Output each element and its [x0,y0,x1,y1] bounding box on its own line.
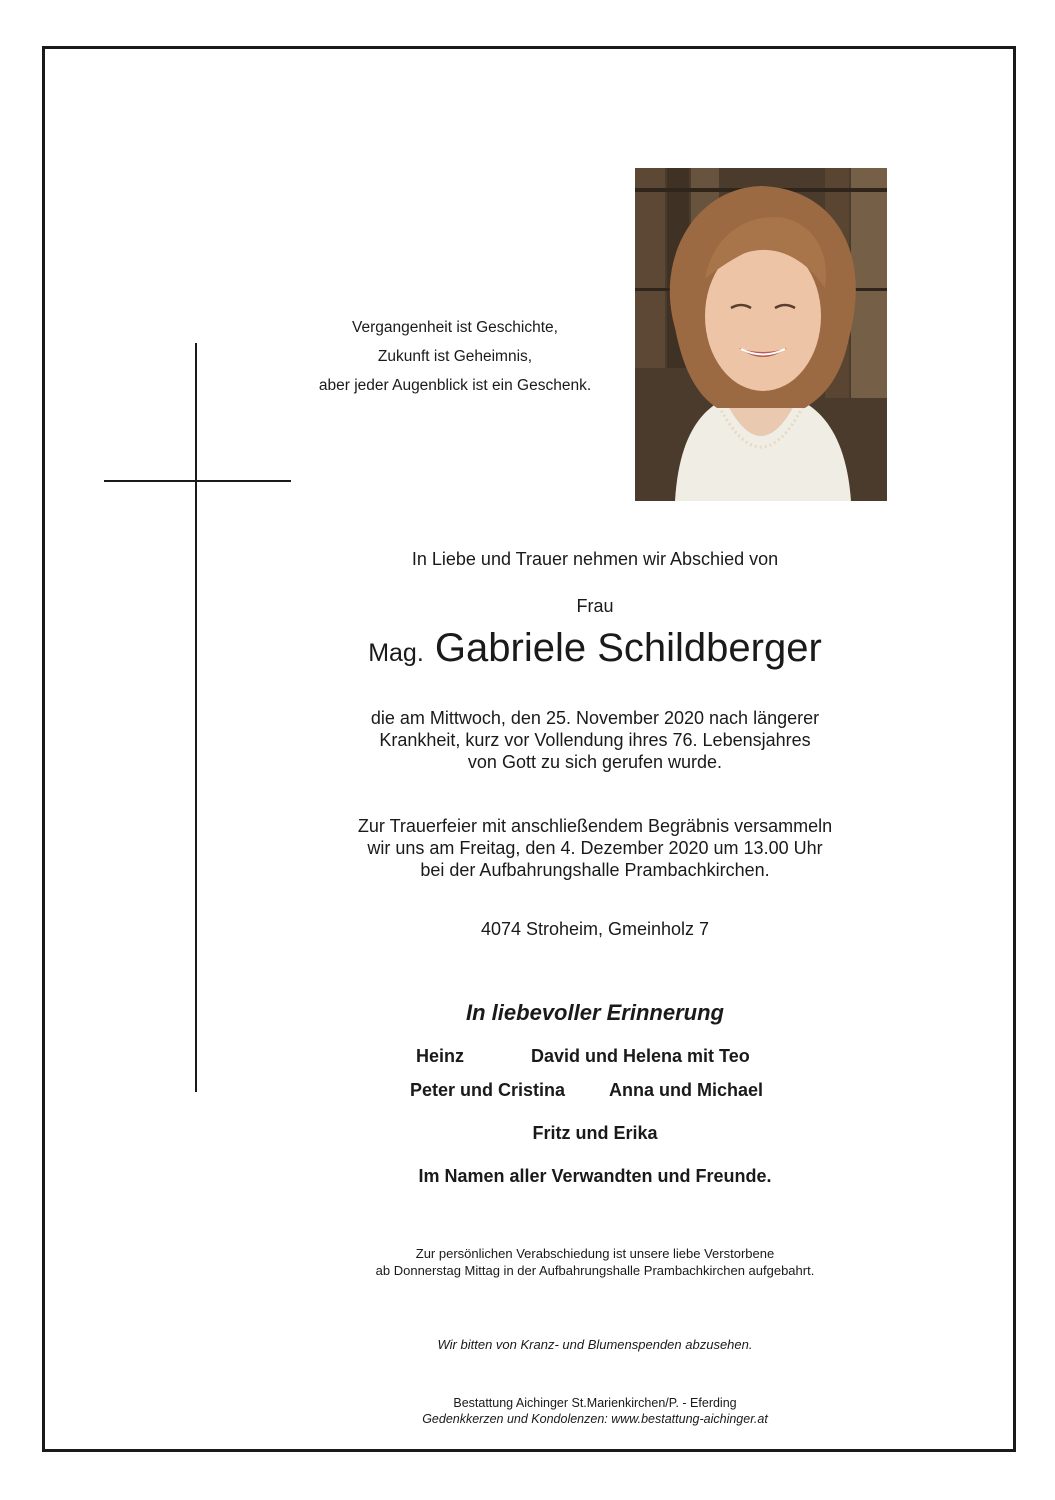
salutation: Frau [576,596,614,616]
funeral-line: wir uns am Freitag, den 4. Dezember 2020 um 13.00 Uhr [367,838,823,858]
cross-vertical-bar [195,343,197,1092]
funeral-details [300,815,890,881]
funeral-line: bei der Aufbahrungshalle Prambachkirchen. [420,860,770,880]
memory-heading: In liebevoller Erinnerung [466,1000,724,1025]
mourner-name: Anna und Michael [609,1080,764,1100]
undertaker-info [300,1395,890,1427]
quote-line: Zukunft ist Geheimnis, [377,348,533,365]
mourner-name: Peter und Cristina [410,1080,566,1100]
cross-horizontal-bar [104,480,291,482]
quote-line: Vergangenheit ist Geschichte, [352,319,558,336]
quote-line: aber jeder Augenblick ist ein Geschenk. [318,377,592,394]
passing-text [300,707,890,773]
closing-line: Im Namen aller Verwandten und Freunde. [418,1166,772,1186]
deceased-name-line [300,622,890,679]
family-address: 4074 Stroheim, Gmeinholz 7 [480,919,710,939]
farewell-intro: In Liebe und Trauer nehmen wir Abschied von [411,549,779,569]
academic-title: Mag. [368,639,424,667]
viewing-line: Zur persönlichen Verabschiedung ist unsere liebe Verstorbene [415,1246,775,1261]
condolences-website: Gedenkkerzen und Kondolenzen: www.bestattung-aichinger.at [422,1412,768,1426]
viewing-notice [300,1245,890,1279]
passing-line: von Gott zu sich gerufen wurde. [467,752,723,772]
mourner-name: Fritz und Erika [532,1123,658,1143]
viewing-line: ab Donnerstag Mittag in der Aufbahrungshalle Prambachkirchen aufgebahrt. [375,1263,815,1278]
passing-line: die am Mittwoch, den 25. November 2020 nach längerer [370,708,820,728]
portrait-photo [635,168,887,501]
passing-line: Krankheit, kurz vor Vollendung ihres 76. Lebensjahres [379,730,811,750]
undertaker-name: Bestattung Aichinger St.Marienkirchen/P. - Eferding [453,1396,737,1410]
memorial-quote [290,313,620,400]
mourner-name: David und Helena mit Teo [531,1046,750,1066]
mourner-name: Heinz [416,1046,465,1066]
flowers-request: Wir bitten von Kranz- und Blumenspenden abzusehen. [437,1337,753,1352]
funeral-line: Zur Trauerfeier mit anschließendem Begräbnis versammeln [357,816,833,836]
deceased-name: Gabriele Schildberger [434,626,822,670]
portrait-illustration [635,168,887,501]
